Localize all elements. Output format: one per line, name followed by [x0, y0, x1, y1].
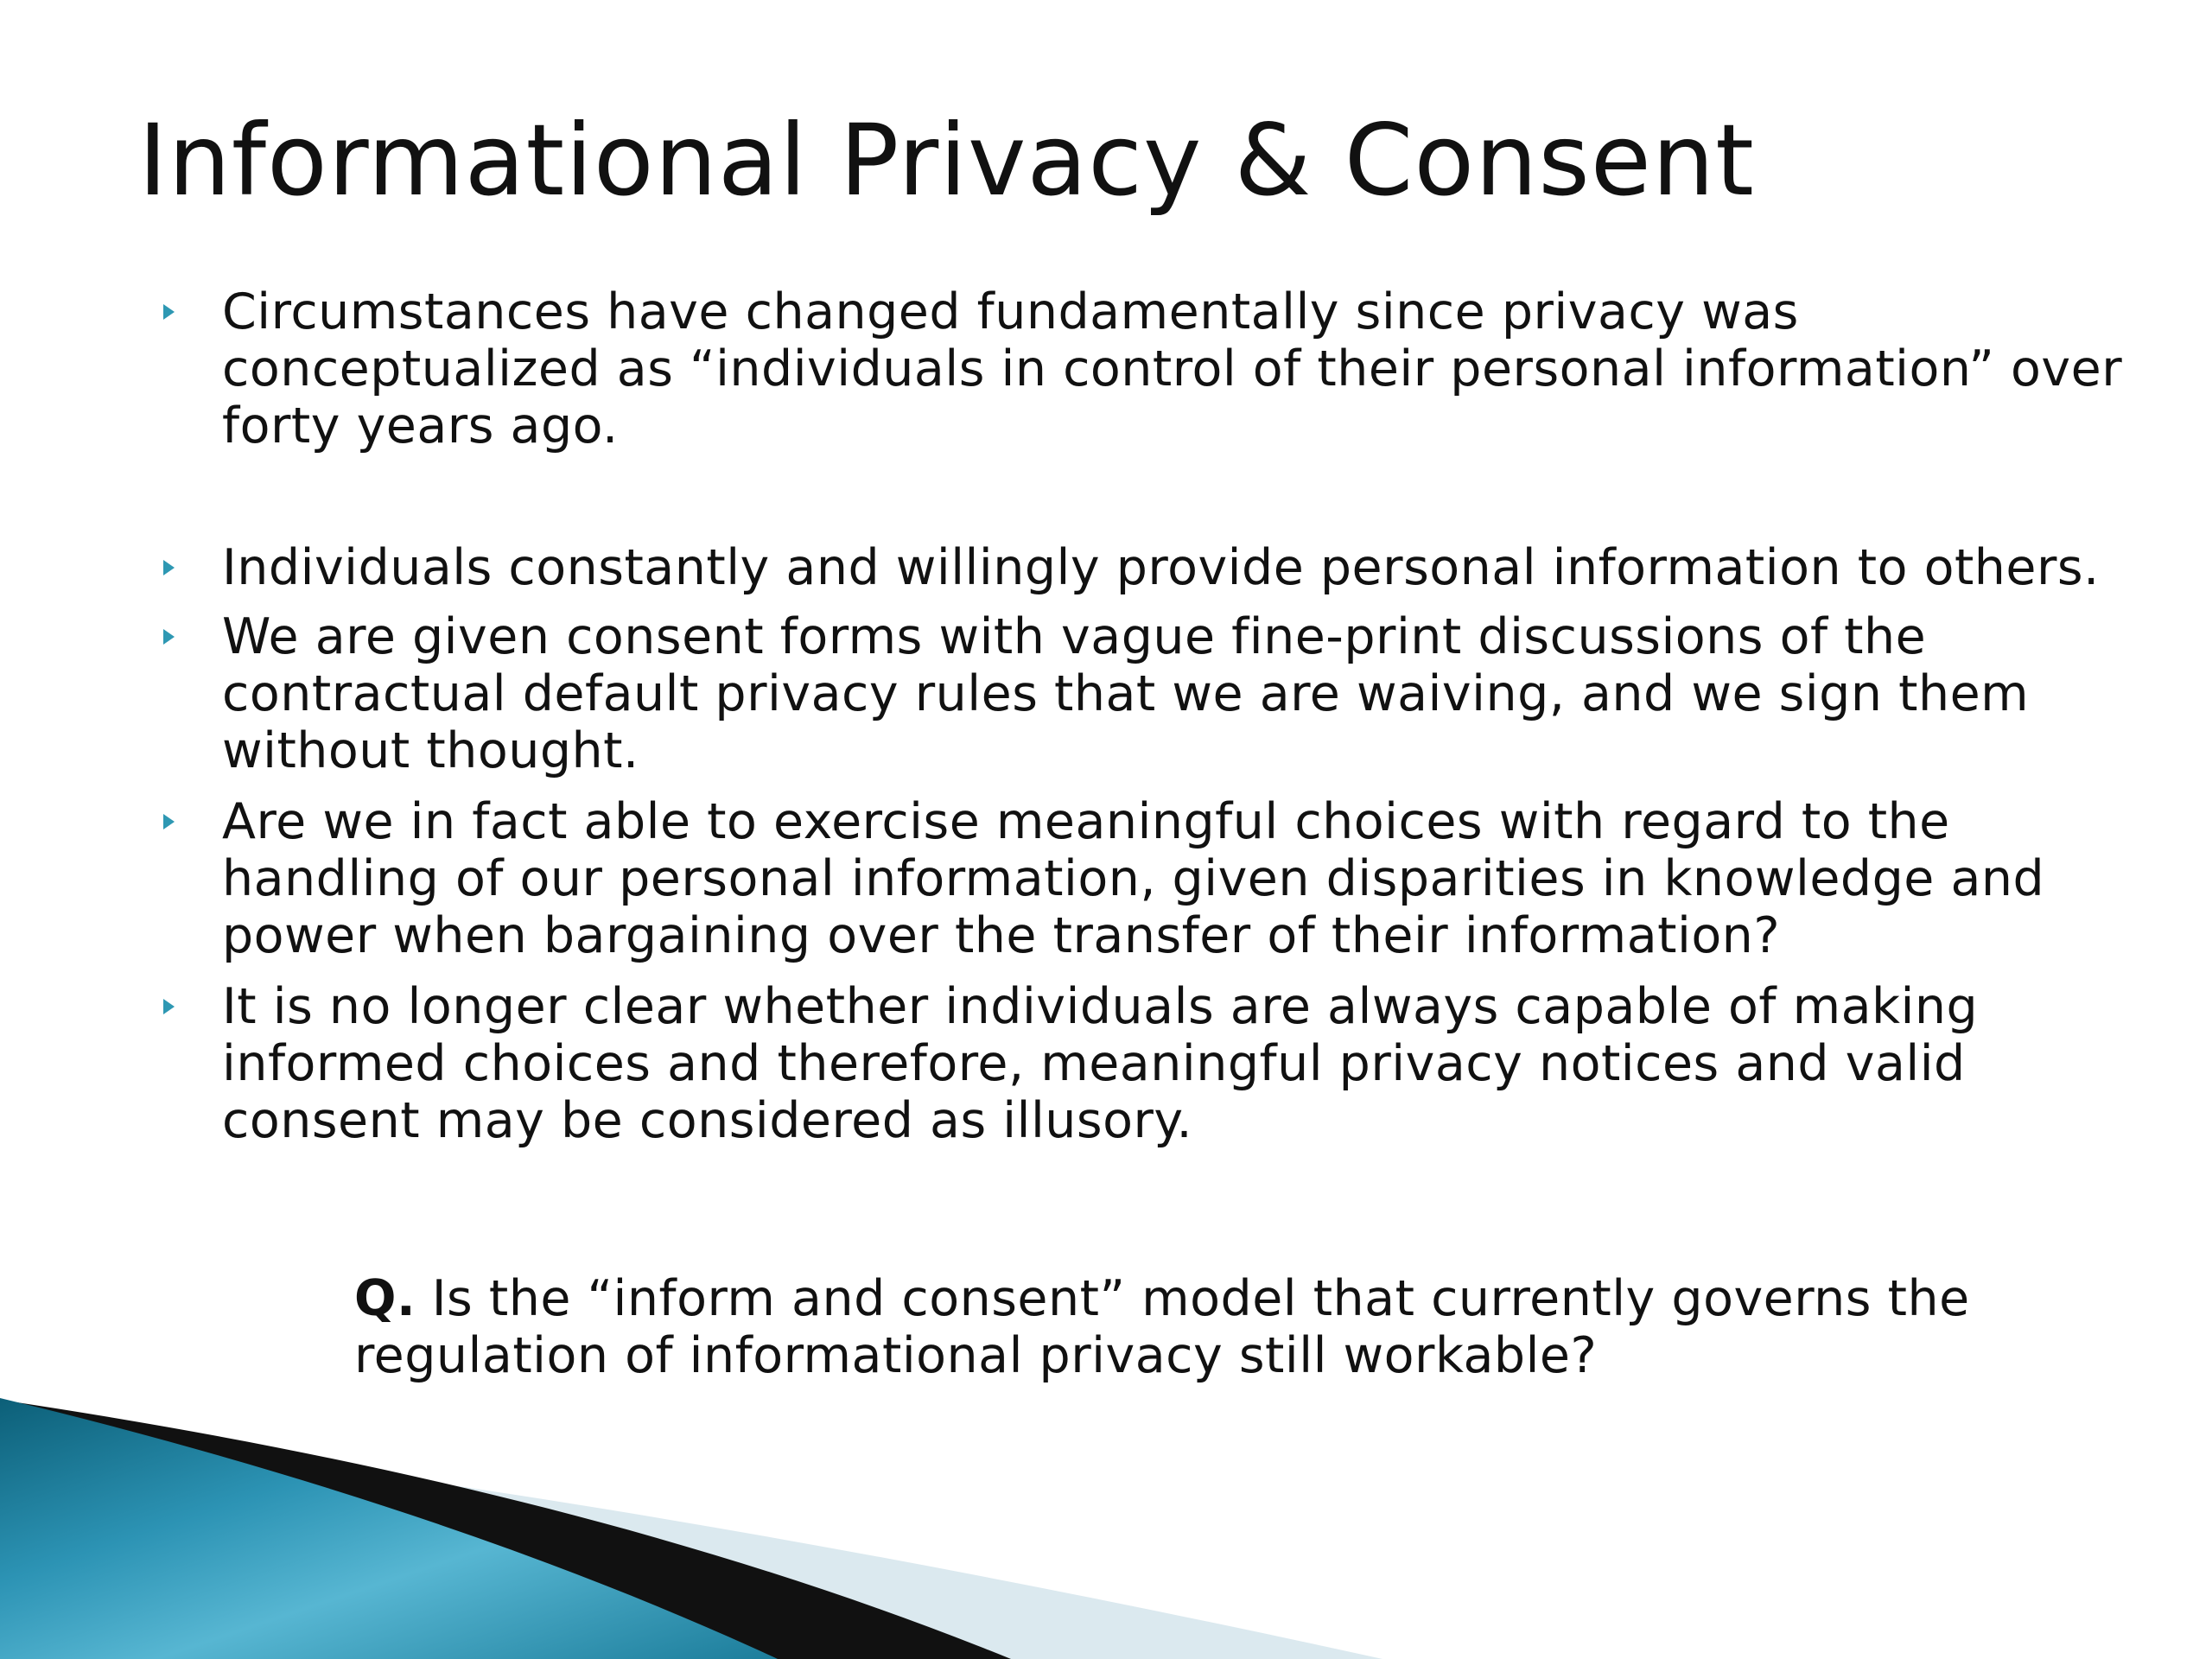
bullet-arrow-icon	[163, 629, 175, 645]
slide-title: Informational Privacy & Consent	[138, 103, 1755, 218]
bullet-arrow-icon	[163, 999, 175, 1014]
bullet-text: We are given consent forms with vague fine-print discussions of the contractual default privacy rules that we are waiving, and we sign them without thought.	[222, 608, 2030, 779]
bullet-text: Individuals constantly and willingly provide personal information to others.	[222, 539, 2100, 596]
bullet-item	[160, 539, 2147, 596]
bullet-list	[160, 283, 2147, 1149]
bullet-text: It is no longer clear whether individuals are always capable of making informed choices and therefore, meaningful privacy notices and valid consent may be considered as illusory.	[222, 978, 1979, 1149]
bullet-item	[160, 793, 2147, 964]
bullet-arrow-icon	[163, 304, 175, 320]
question-text: Is the “inform and consent” model that currently governs the regulation of informational privacy still workable?	[354, 1270, 1970, 1384]
discussion-question	[354, 1270, 2039, 1384]
question-label: Q.	[354, 1270, 416, 1327]
bullet-item	[160, 978, 2147, 1149]
bullet-arrow-icon	[163, 560, 175, 575]
bullet-arrow-icon	[163, 814, 175, 830]
bullet-item	[160, 608, 2147, 779]
bullet-item	[160, 283, 2147, 454]
bullet-text: Are we in fact able to exercise meaningful choices with regard to the handling of our personal information, given disparities in knowledge and power when bargaining over the transfer of their information?	[222, 793, 2045, 964]
bullet-text: Circumstances have changed fundamentally since privacy was conceptualized as “individuals in control of their personal information” over forty years ago.	[222, 283, 2123, 454]
